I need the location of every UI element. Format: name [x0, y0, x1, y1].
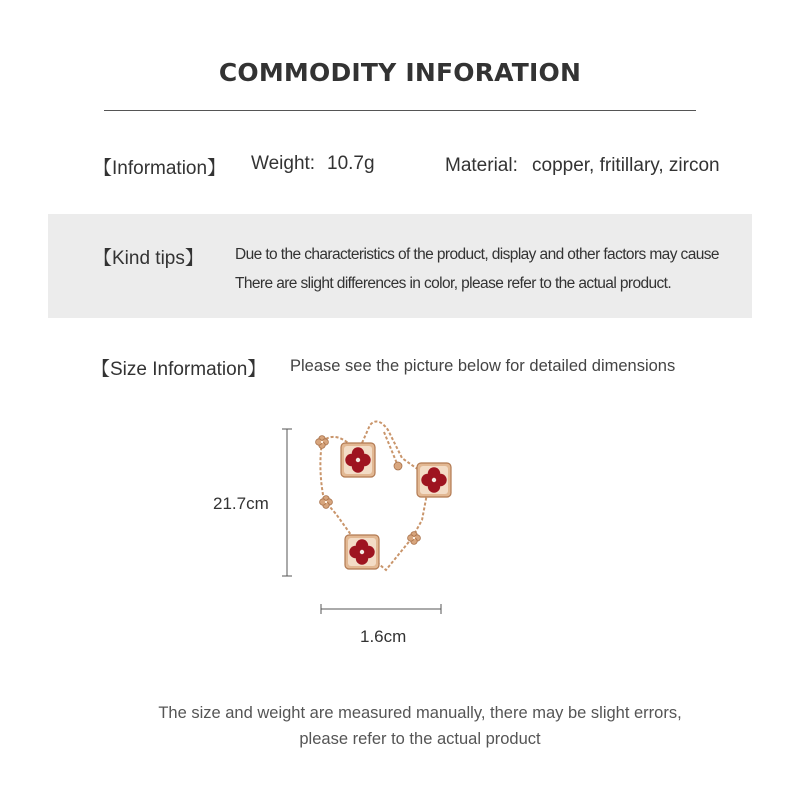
page-title: COMMODITY INFORATION — [218, 58, 582, 87]
kind-tips-line-2: There are slight differences in color, please refer to the actual product. — [235, 275, 672, 292]
clasp-ring — [394, 462, 402, 470]
kind-tips-line-1: Due to the characteristics of the product, display and other factors may cause — [235, 246, 719, 263]
clover-charm-top — [341, 443, 375, 477]
clover-charm-right — [417, 463, 451, 497]
size-info-description: Please see the picture below for detailed dimensions — [290, 357, 676, 375]
information-label: 【Information】 — [93, 158, 227, 179]
height-dimension-label: 21.7cm — [213, 494, 269, 513]
small-clover-left — [320, 496, 333, 509]
footer-line-2: please refer to the actual product — [299, 730, 541, 748]
material-value: copper, fritillary, zircon — [532, 155, 720, 176]
weight-label: Weight: — [251, 153, 316, 174]
material-label: Material: — [445, 155, 518, 176]
title-divider — [104, 110, 696, 111]
bracelet-image — [300, 410, 470, 585]
footer-line-1: The size and weight are measured manually, there may be slight errors, — [158, 704, 682, 722]
weight-value: 10.7g — [327, 153, 375, 174]
kind-tips-label: 【Kind tips】 — [93, 248, 204, 269]
size-info-label: 【Size Information】 — [91, 359, 267, 380]
clover-charm-bottom — [345, 535, 379, 569]
width-dimension-label: 1.6cm — [360, 627, 407, 646]
